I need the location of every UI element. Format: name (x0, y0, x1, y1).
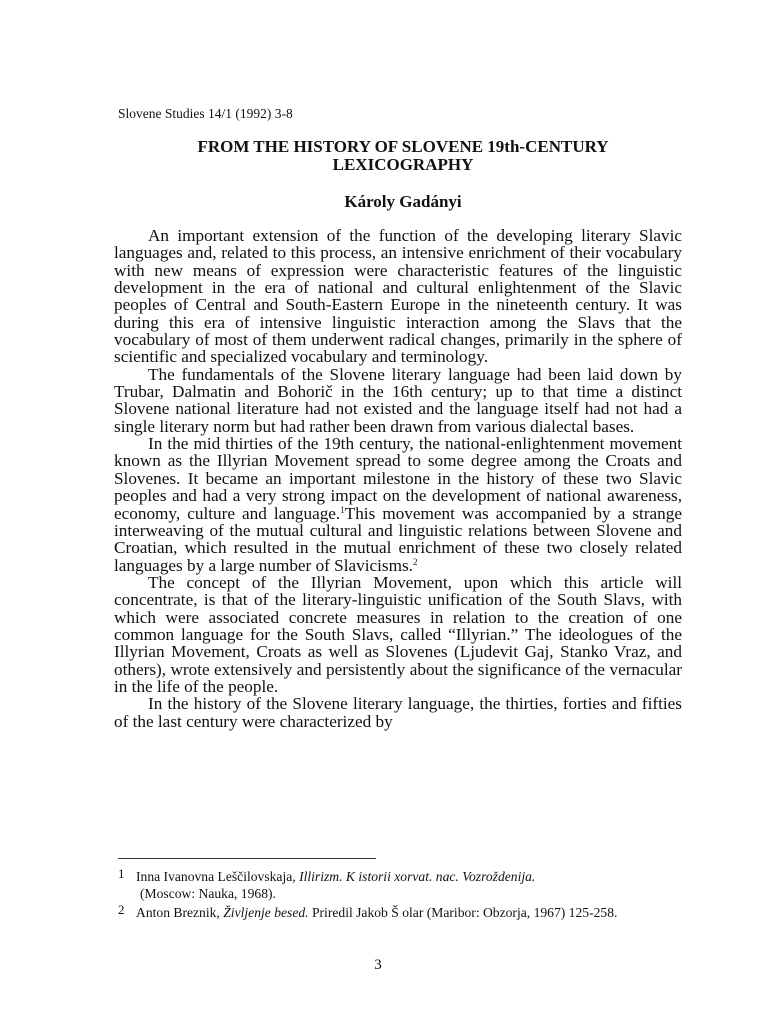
paragraph-5: In the history of the Slovene literary language, the thirties, forties and fifties of the last century were characterized by (114, 694, 682, 731)
paragraph-3-part-a: In the mid thirties of the 19th century, the national-enlightenment movement known as the Illyrian Movement spread to some degree among the Croats and Slovenes. It became an important milestone in the history of these two Slavic peoples and had a very strong impact on the development of national awareness, economy, culture and language. (114, 434, 682, 523)
paragraph-4: The concept of the Illyrian Movement, upon which this article will concentrate, is that of the literary-linguistic unification of the South Slavs, with which were associated concrete measures in relation to the creation of one common language for the South Slavs, called “Illyrian.” The ideologues of the Illyrian Movement, Croats as well as Slovenes (Ljudevit Gaj, Stanko Vraz, and others), wrote extensively and persistently about the significance of the vernacular in the life of the people. (114, 572, 682, 696)
footnote-ref-1: 1 (340, 504, 345, 515)
footnote-number: 2 (118, 902, 125, 917)
title-line-2: LEXICOGRAPHY (332, 155, 474, 174)
paragraph-3 (114, 435, 682, 574)
footnote-divider (118, 858, 376, 859)
page-number: 3 (374, 957, 382, 973)
footnote-publication: (Moscow: Nauka, 1968). (140, 886, 276, 901)
footnote-2 (118, 904, 678, 921)
article-body (114, 227, 682, 730)
footnote-author: Inna Ivanovna Leščilovskaja, (136, 869, 296, 884)
title-line-1: FROM THE HISTORY OF SLOVENE 19th-CENTURY (197, 137, 609, 156)
footnote-ref-2: 2 (412, 556, 418, 567)
footnote-publication: Priredil Jakob Š olar (Maribor: Obzorja, 1967) 125-258. (311, 905, 618, 920)
footnotes (118, 868, 678, 923)
footnote-1 (118, 868, 678, 902)
footnote-title: Življenje besed. (223, 905, 309, 920)
paragraph-1: An important extension of the function of the developing literary Slavic languages and, related to this process, an intensive enrichment of their vocabulary with new means of expression were characteristic features of the linguistic development in the era of national and cultural enlightenment of the Slavic peoples of Central and South-Eastern Europe in the nineteenth century. It was during this era of intensive linguistic interaction among the Slavs that the vocabulary of most of them underwent radical changes, primarily in the sphere of scientific and specialized vocabulary and terminology. (114, 226, 682, 367)
paragraph-2: The fundamentals of the Slovene literary language had been laid down by Trubar, Dalmatin and Bohorič in the 16th century; up to that time a distinct Slovene national literature had not existed and the language itself had not had a single literary norm but had rather been drawn from various dialectal bases. (114, 364, 682, 436)
paragraph-3-part-b: This movement was accompanied by a strange interweaving of the mutual cultural and linguistic relations between Slovene and Croatian, which resulted in the mutual enrichment of these two closely related languages by a large number of Slavicisms. (114, 503, 682, 575)
footnote-title: Illirizm. K istorii xorvat. nac. Vozroždenija. (299, 869, 536, 884)
footnote-author: Anton Breznik, (136, 905, 220, 920)
article-title (118, 138, 688, 174)
journal-citation: Slovene Studies 14/1 (1992) 3-8 (118, 106, 293, 121)
footnote-number: 1 (118, 866, 125, 881)
article-author: Károly Gadányi (344, 192, 462, 211)
